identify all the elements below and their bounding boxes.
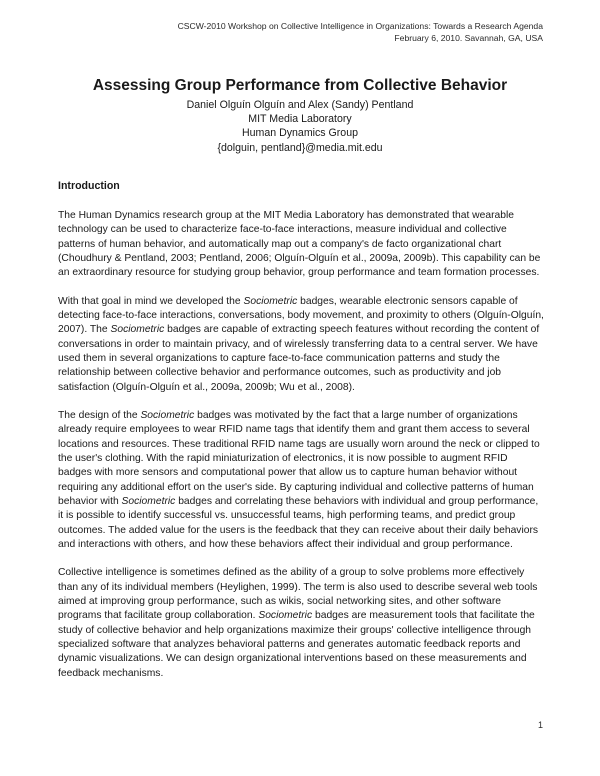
text-run: badges and correlating these behaviors with individual and group performance, it is possible to identify successful vs. unsuccessful teams, high performing teams, and predict group outcomes. The added value for the users is the feedback that they can receive about their daily behaviors and interactions with others, and how these behaviors affect their individual and group performance. <box>58 495 539 550</box>
text-run: badges are capable of extracting speech features without recording the content of conversations in order to maintain privacy, and of wirelessly transferring data to a central server. We have used them in several organizations to capture face-to-face communication patterns and study the relationship between collective behavior and performance outcomes, such as productivity and job satisfaction (Olguín-Olguín et al., 2009a, 2009b; Wu et al., 2008). <box>58 324 540 393</box>
author-email: {dolguin, pentland}@media.mit.edu <box>217 141 383 154</box>
italic-term: Sociometric <box>121 495 176 507</box>
text-run: badges are measurement tools that facilitate the study of collective behavior and help organizations maximize their groups' collective intelligence through specialized software that analyzes behavioral patterns and generates automatic feedback reports and dynamic visualizations. We can design organizational interventions based on these measurements and feedback mechanisms. <box>58 610 535 679</box>
paragraph <box>58 295 544 395</box>
running-header <box>178 20 543 44</box>
author-names: Daniel Olguín Olguín and Alex (Sandy) Pentland <box>186 99 414 111</box>
italic-term: Sociometric <box>243 295 298 307</box>
section-heading-introduction: Introduction <box>58 180 120 192</box>
italic-term: Sociometric <box>140 410 195 422</box>
title-block <box>0 76 600 155</box>
body-text <box>58 179 544 695</box>
paragraph <box>58 409 544 552</box>
page-number: 1 <box>537 720 543 730</box>
italic-term: Sociometric <box>258 610 313 622</box>
text-run: The design of the <box>58 410 141 422</box>
author-group: Human Dynamics Group <box>242 127 358 140</box>
text-run: With that goal in mind we developed the <box>58 295 244 307</box>
text-run: badges was motivated by the fact that a large number of organizations already require employees to wear RFID name tags that identify them and grant them access to several locations and resources. These traditional RFID name tags are usually worn around the neck or clipped to the user's clothing. With the rapid miniaturization of electronics, it is now possible to augment RFID badges with more sensors and computational power that allow us to capture human behavior without requiring any additional effort on the user's side. By capturing individual and collective patterns of human behavior with <box>58 410 540 507</box>
paragraph <box>58 566 544 680</box>
running-header-line-2: February 6, 2010. Savannah, GA, USA <box>394 33 543 43</box>
italic-term: Sociometric <box>110 324 165 336</box>
text-run: badges, wearable electronic sensors capable of detecting face-to-face interactions, conversations, body movement, and proximity to others (Olguín-Olguín, 2007). The <box>58 295 544 336</box>
text-run: The Human Dynamics research group at the MIT Media Laboratory has demonstrated that wearable technology can be used to characterize face-to-face interactions, measure individual and collective patterns of human behavior, and automatically map out a company's de facto organizational chart (Choudhury & Pentland, 2003; Pentland, 2006; Olguín-Olguín et al., 2009a, 2009b). This capability can be an extraordinary resource for studying group behavior, group performance and team formation processes. <box>58 210 541 279</box>
author-affiliation: MIT Media Laboratory <box>248 113 352 126</box>
paragraph <box>58 209 544 280</box>
running-header-line-1: CSCW-2010 Workshop on Collective Intelligence in Organizations: Towards a Research Agenda <box>177 21 543 31</box>
text-run: Collective intelligence is sometimes defined as the ability of a group to solve problems more effectively than any of its individual members (Heylighen, 1999). The term is also used to describe several web tools aimed at improving group performance, such as wikis, social networking sites, and other software programs that facilitate group collaboration. <box>58 567 538 622</box>
paper-title: Assessing Group Performance from Collective Behavior <box>92 77 508 94</box>
